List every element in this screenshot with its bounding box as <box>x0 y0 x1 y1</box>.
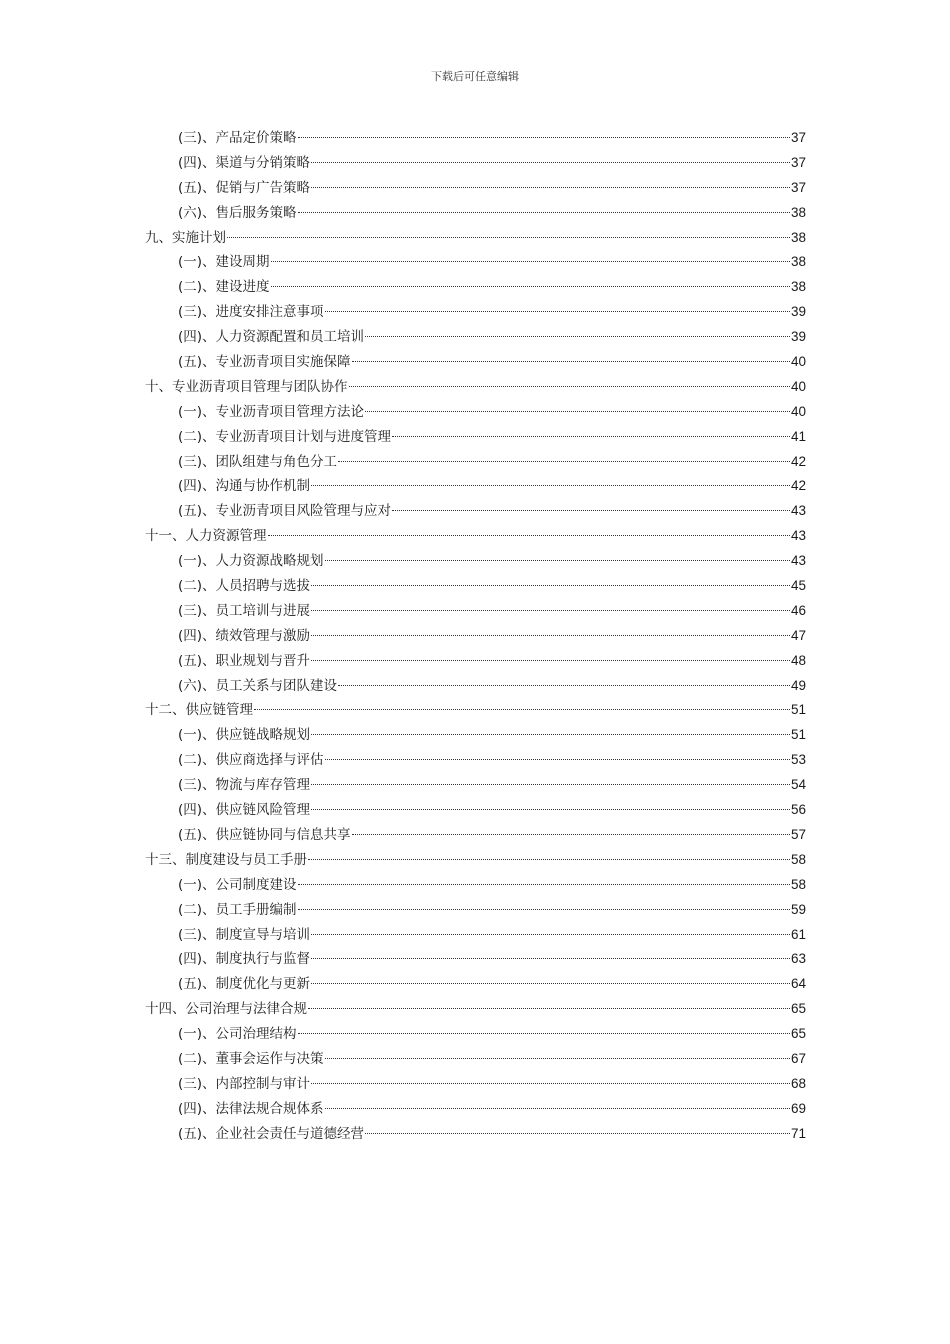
toc-entry-page: 71 <box>790 1125 806 1141</box>
toc-entry[interactable] <box>145 748 806 773</box>
toc-entry[interactable] <box>145 375 806 400</box>
toc-entry-page: 37 <box>790 154 806 170</box>
toc-entry-label: (五)、职业规划与晋升 <box>178 652 311 669</box>
toc-entry-page: 61 <box>790 926 806 942</box>
toc-leader-dots <box>311 934 790 935</box>
toc-entry-page: 59 <box>790 901 806 917</box>
toc-leader-dots <box>352 834 790 835</box>
toc-entry-label: (六)、售后服务策略 <box>178 204 297 221</box>
toc-leader-dots <box>365 336 790 337</box>
toc-entry-page: 63 <box>790 951 806 967</box>
toc-entry-label: (二)、建设进度 <box>178 279 270 296</box>
toc-entry[interactable] <box>145 350 806 375</box>
toc-leader-dots <box>311 635 790 636</box>
toc-leader-dots <box>311 958 790 959</box>
toc-entry[interactable] <box>145 997 806 1022</box>
toc-entry-page: 40 <box>790 354 806 370</box>
toc-entry[interactable] <box>145 674 806 699</box>
toc-leader-dots <box>311 784 790 785</box>
page-header: 下载后可任意编辑 <box>431 70 519 83</box>
toc-entry[interactable] <box>145 599 806 624</box>
toc-entry[interactable] <box>145 972 806 997</box>
toc-leader-dots <box>311 187 790 188</box>
toc-leader-dots <box>227 237 790 238</box>
toc-leader-dots <box>325 1058 790 1059</box>
toc-leader-dots <box>311 610 790 611</box>
toc-entry-page: 43 <box>790 503 806 519</box>
toc-entry[interactable] <box>145 1072 806 1097</box>
toc-entry-page: 68 <box>790 1075 806 1091</box>
toc-entry-page: 69 <box>790 1100 806 1116</box>
toc-entry-page: 39 <box>790 329 806 345</box>
toc-entry-page: 47 <box>790 627 806 643</box>
toc-entry-page: 39 <box>790 304 806 320</box>
toc-entry-label: (五)、制度优化与更新 <box>178 976 311 993</box>
toc-entry-page: 64 <box>790 976 806 992</box>
toc-entry-page: 38 <box>790 279 806 295</box>
toc-entry[interactable] <box>145 549 806 574</box>
toc-entry-label: (一)、专业沥青项目管理方法论 <box>178 403 365 420</box>
toc-entry-page: 43 <box>790 553 806 569</box>
toc-leader-dots <box>311 485 790 486</box>
toc-entry[interactable] <box>145 649 806 674</box>
table-of-contents <box>145 126 806 1147</box>
toc-entry-page: 58 <box>790 851 806 867</box>
toc-entry-label: (二)、董事会运作与决策 <box>178 1050 324 1067</box>
toc-entry-page: 37 <box>790 179 806 195</box>
toc-entry-page: 57 <box>790 826 806 842</box>
toc-entry-label: (五)、专业沥青项目实施保障 <box>178 354 351 371</box>
toc-entry-label: (一)、建设周期 <box>178 254 270 271</box>
toc-entry-label: (三)、制度宣导与培训 <box>178 926 311 943</box>
toc-entry-label: (三)、产品定价策略 <box>178 130 297 146</box>
toc-leader-dots <box>352 361 790 362</box>
toc-leader-dots <box>298 212 790 213</box>
toc-entry-page: 53 <box>790 752 806 768</box>
toc-entry-label: (六)、员工关系与团队建设 <box>178 677 338 694</box>
toc-entry[interactable] <box>145 1122 806 1147</box>
toc-entry-page: 45 <box>790 578 806 594</box>
toc-entry-label: (二)、供应商选择与评估 <box>178 752 324 769</box>
toc-entry-label: (一)、供应链战略规划 <box>178 727 311 744</box>
toc-entry-page: 40 <box>790 378 806 394</box>
toc-entry[interactable] <box>145 250 806 275</box>
toc-entry-label: (五)、专业沥青项目风险管理与应对 <box>178 503 392 520</box>
toc-entry[interactable] <box>145 126 806 151</box>
toc-entry-page: 38 <box>790 254 806 270</box>
toc-entry-page: 67 <box>790 1050 806 1066</box>
toc-entry[interactable] <box>145 226 806 251</box>
toc-entry-page: 51 <box>790 702 806 718</box>
toc-entry[interactable] <box>145 574 806 599</box>
toc-entry[interactable] <box>145 151 806 176</box>
toc-leader-dots <box>325 759 790 760</box>
toc-entry-label: (五)、供应链协同与信息共享 <box>178 826 351 843</box>
toc-entry-label: 十二、供应链管理 <box>145 702 253 719</box>
toc-entry-label: (五)、促销与广告策略 <box>178 179 311 196</box>
toc-entry-label: (四)、人力资源配置和员工培训 <box>178 329 365 346</box>
toc-entry[interactable] <box>145 1022 806 1047</box>
toc-leader-dots <box>311 983 790 984</box>
toc-leader-dots <box>338 461 790 462</box>
toc-entry[interactable] <box>145 1047 806 1072</box>
toc-entry[interactable] <box>145 400 806 425</box>
toc-entry[interactable] <box>145 524 806 549</box>
toc-entry-page: 54 <box>790 777 806 793</box>
toc-leader-dots <box>365 1133 790 1134</box>
toc-entry-label: (四)、制度执行与监督 <box>178 951 311 968</box>
toc-entry-label: (三)、进度安排注意事项 <box>178 304 324 321</box>
toc-leader-dots <box>311 1083 790 1084</box>
toc-leader-dots <box>325 311 790 312</box>
toc-leader-dots <box>325 1108 790 1109</box>
toc-entry[interactable] <box>145 873 806 898</box>
toc-entry-page: 51 <box>790 727 806 743</box>
toc-entry-label: (四)、供应链风险管理 <box>178 802 311 819</box>
toc-leader-dots <box>392 436 790 437</box>
toc-entry[interactable] <box>145 201 806 226</box>
toc-entry-page: 40 <box>790 403 806 419</box>
toc-entry-page: 58 <box>790 876 806 892</box>
toc-leader-dots <box>254 709 790 710</box>
toc-leader-dots <box>349 386 790 387</box>
toc-entry-page: 42 <box>790 478 806 494</box>
toc-entry-label: (三)、物流与库存管理 <box>178 777 311 794</box>
toc-entry[interactable] <box>145 325 806 350</box>
toc-entry-label: (一)、人力资源战略规划 <box>178 553 324 570</box>
toc-entry-label: 十四、公司治理与法律合规 <box>145 1001 307 1018</box>
toc-entry-label: (四)、法律法规合规体系 <box>178 1100 324 1117</box>
toc-entry-page: 38 <box>790 229 806 245</box>
toc-leader-dots <box>298 137 790 138</box>
toc-leader-dots <box>311 585 790 586</box>
toc-entry-label: 九、实施计划 <box>145 229 226 246</box>
toc-entry-page: 37 <box>790 130 806 145</box>
toc-entry-label: (三)、内部控制与审计 <box>178 1075 311 1092</box>
toc-entry-label: 十三、制度建设与员工手册 <box>145 851 307 868</box>
toc-entry-label: (一)、公司治理结构 <box>178 1026 297 1043</box>
toc-entry[interactable] <box>145 898 806 923</box>
toc-leader-dots <box>392 510 790 511</box>
toc-entry-label: (五)、企业社会责任与道德经营 <box>178 1125 365 1142</box>
toc-entry[interactable] <box>145 176 806 201</box>
toc-entry[interactable] <box>145 773 806 798</box>
toc-entry-page: 65 <box>790 1001 806 1017</box>
toc-entry[interactable] <box>145 823 806 848</box>
toc-entry-label: (一)、公司制度建设 <box>178 876 297 893</box>
toc-leader-dots <box>308 859 790 860</box>
toc-entry-page: 56 <box>790 802 806 818</box>
toc-leader-dots <box>338 685 790 686</box>
toc-entry-label: (三)、员工培训与进展 <box>178 602 311 619</box>
toc-entry-page: 41 <box>790 428 806 444</box>
toc-entry-page: 48 <box>790 652 806 668</box>
toc-leader-dots <box>308 1008 790 1009</box>
toc-leader-dots <box>298 1033 790 1034</box>
toc-leader-dots <box>311 809 790 810</box>
toc-entry-page: 42 <box>790 453 806 469</box>
toc-entry-label: 十一、人力资源管理 <box>145 528 267 545</box>
toc-entry[interactable] <box>145 698 806 723</box>
toc-entry-page: 65 <box>790 1026 806 1042</box>
toc-entry[interactable] <box>145 923 806 948</box>
toc-leader-dots <box>311 660 790 661</box>
toc-leader-dots <box>311 734 790 735</box>
toc-entry-page: 43 <box>790 528 806 544</box>
toc-leader-dots <box>365 411 790 412</box>
toc-leader-dots <box>271 286 790 287</box>
toc-leader-dots <box>298 909 790 910</box>
toc-entry-label: (二)、员工手册编制 <box>178 901 297 918</box>
toc-entry-label: (二)、专业沥青项目计划与进度管理 <box>178 428 392 445</box>
toc-entry[interactable] <box>145 300 806 325</box>
toc-entry[interactable] <box>145 275 806 300</box>
toc-entry-label: (四)、渠道与分销策略 <box>178 154 311 171</box>
toc-entry-label: (三)、团队组建与角色分工 <box>178 453 338 470</box>
toc-entry[interactable] <box>145 798 806 823</box>
toc-leader-dots <box>298 884 790 885</box>
toc-entry[interactable] <box>145 947 806 972</box>
toc-leader-dots <box>268 535 790 536</box>
toc-entry-label: (四)、绩效管理与激励 <box>178 627 311 644</box>
toc-entry[interactable] <box>145 624 806 649</box>
toc-entry-page: 46 <box>790 602 806 618</box>
toc-leader-dots <box>311 162 790 163</box>
toc-entry-page: 49 <box>790 677 806 693</box>
toc-entry-label: (二)、人员招聘与选拔 <box>178 578 311 595</box>
toc-entry-label: (四)、沟通与协作机制 <box>178 478 311 495</box>
toc-entry[interactable] <box>145 723 806 748</box>
toc-entry-page: 38 <box>790 204 806 220</box>
toc-entry-label: 十、专业沥青项目管理与团队协作 <box>145 378 348 395</box>
toc-entry[interactable] <box>145 450 806 475</box>
toc-entry[interactable] <box>145 1097 806 1122</box>
toc-entry[interactable] <box>145 425 806 450</box>
toc-leader-dots <box>325 560 790 561</box>
toc-entry[interactable] <box>145 499 806 524</box>
toc-entry[interactable] <box>145 848 806 873</box>
toc-leader-dots <box>271 261 790 262</box>
toc-entry[interactable] <box>145 474 806 499</box>
